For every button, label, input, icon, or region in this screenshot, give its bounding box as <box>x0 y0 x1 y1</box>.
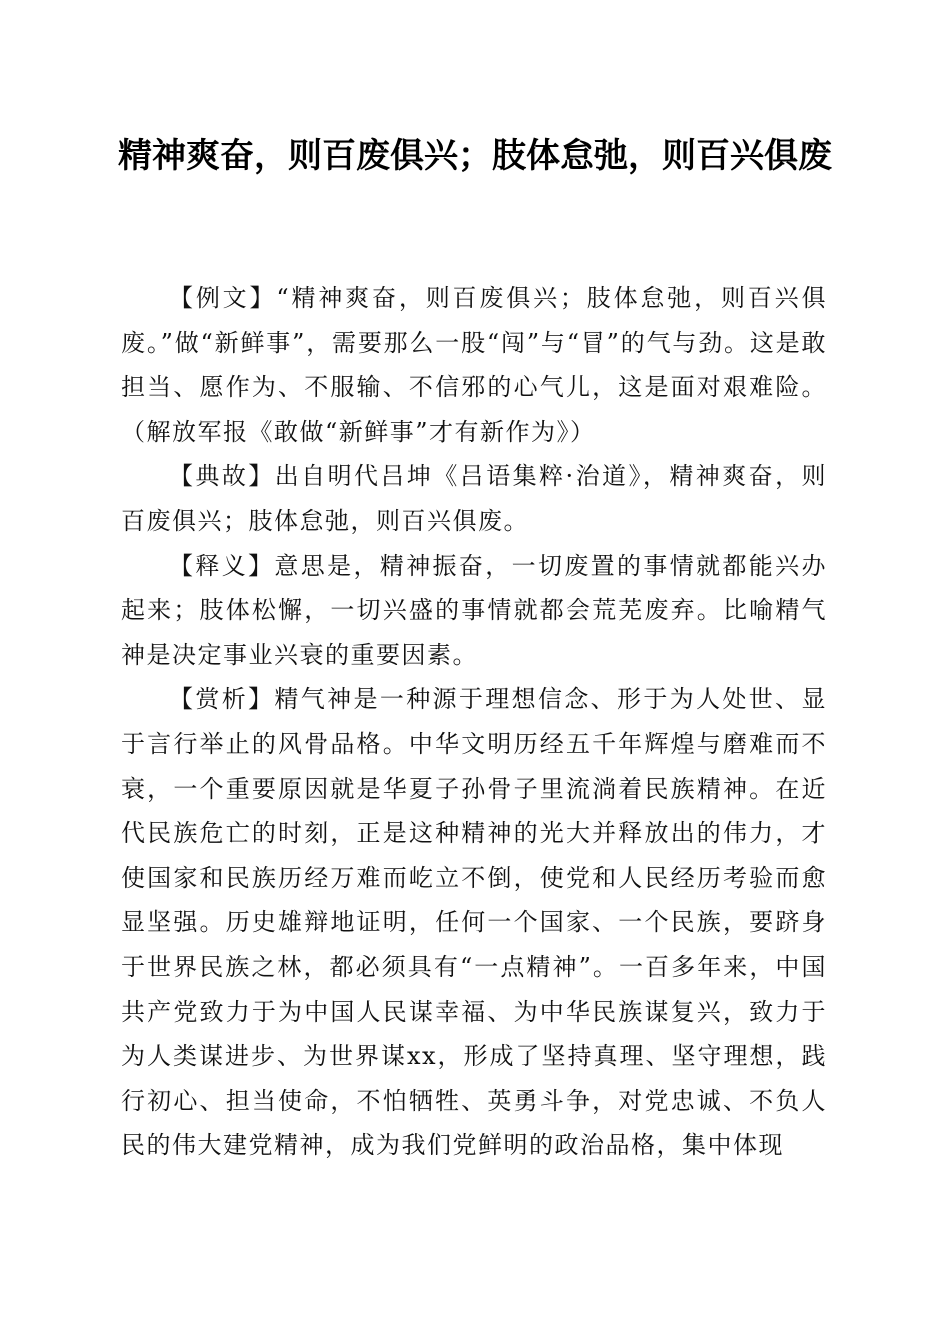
paragraph-example <box>121 276 827 454</box>
document-title: 精神爽奋，则百废俱兴；肢体怠弛，则百兴俱废 <box>118 136 832 176</box>
paragraph-text: 精气神是一种源于理想信念、形于为人处世、显于言行举止的风骨品格。中华文明历经五千年辉煌与磨难而不衰，一个重要原因就是华夏子孙骨子里流淌着民族精神。在近代民族危亡的时刻，正是这种精神的光大并释放出的伟力，才使国家和民族历经万难而屹立不倒，使党和人民经历考验而愈显坚强。历史雄辩地证明，任何一个国家、一个民族，要跻身于世界民族之林，都必须具有“一点精神”。一百多年来，中国共产党致力于为中国人民谋幸福、为中华民族谋复兴，致力于为人类谋进步、为世界谋xx，形成了坚持真理、坚守理想，践行初心、担当使命，不怕牺牲、英勇斗争，对党忠诚、不负人民的伟大建党精神，成为我们党鲜明的政治品格，集中体现 <box>121 685 828 1160</box>
paragraph-tag: 【典故】 <box>169 462 275 491</box>
paragraph-tag: 【释义】 <box>169 551 275 580</box>
paragraph-text: “精神爽奋，则百废俱兴；肢体怠弛，则百兴俱废。”做“新鲜事”，需要那么一股“闯”与“冒”的气与劲。这是敢担当、愿作为、不服输、不信邪的心气儿，这是面对艰难险。（解放军报《敢做“新鲜事”才有新作为》） <box>121 284 827 446</box>
paragraph-tag: 【例文】 <box>169 284 277 312</box>
paragraph-tag: 【赏析】 <box>169 685 275 714</box>
paragraph-allusion <box>121 454 827 543</box>
paragraph-analysis <box>121 677 827 1168</box>
document-body <box>121 276 827 1168</box>
paragraph-text: 出自明代吕坤《吕语集粹·治道》，精神爽奋，则百废俱兴；肢体怠弛，则百兴俱废。 <box>121 462 827 535</box>
paragraph-text: 意思是，精神振奋，一切废置的事情就都能兴办起来；肢体松懈，一切兴盛的事情就都会荒芜废弃。比喻精气神是决定事业兴衰的重要因素。 <box>121 551 828 669</box>
paragraph-meaning <box>121 544 827 678</box>
